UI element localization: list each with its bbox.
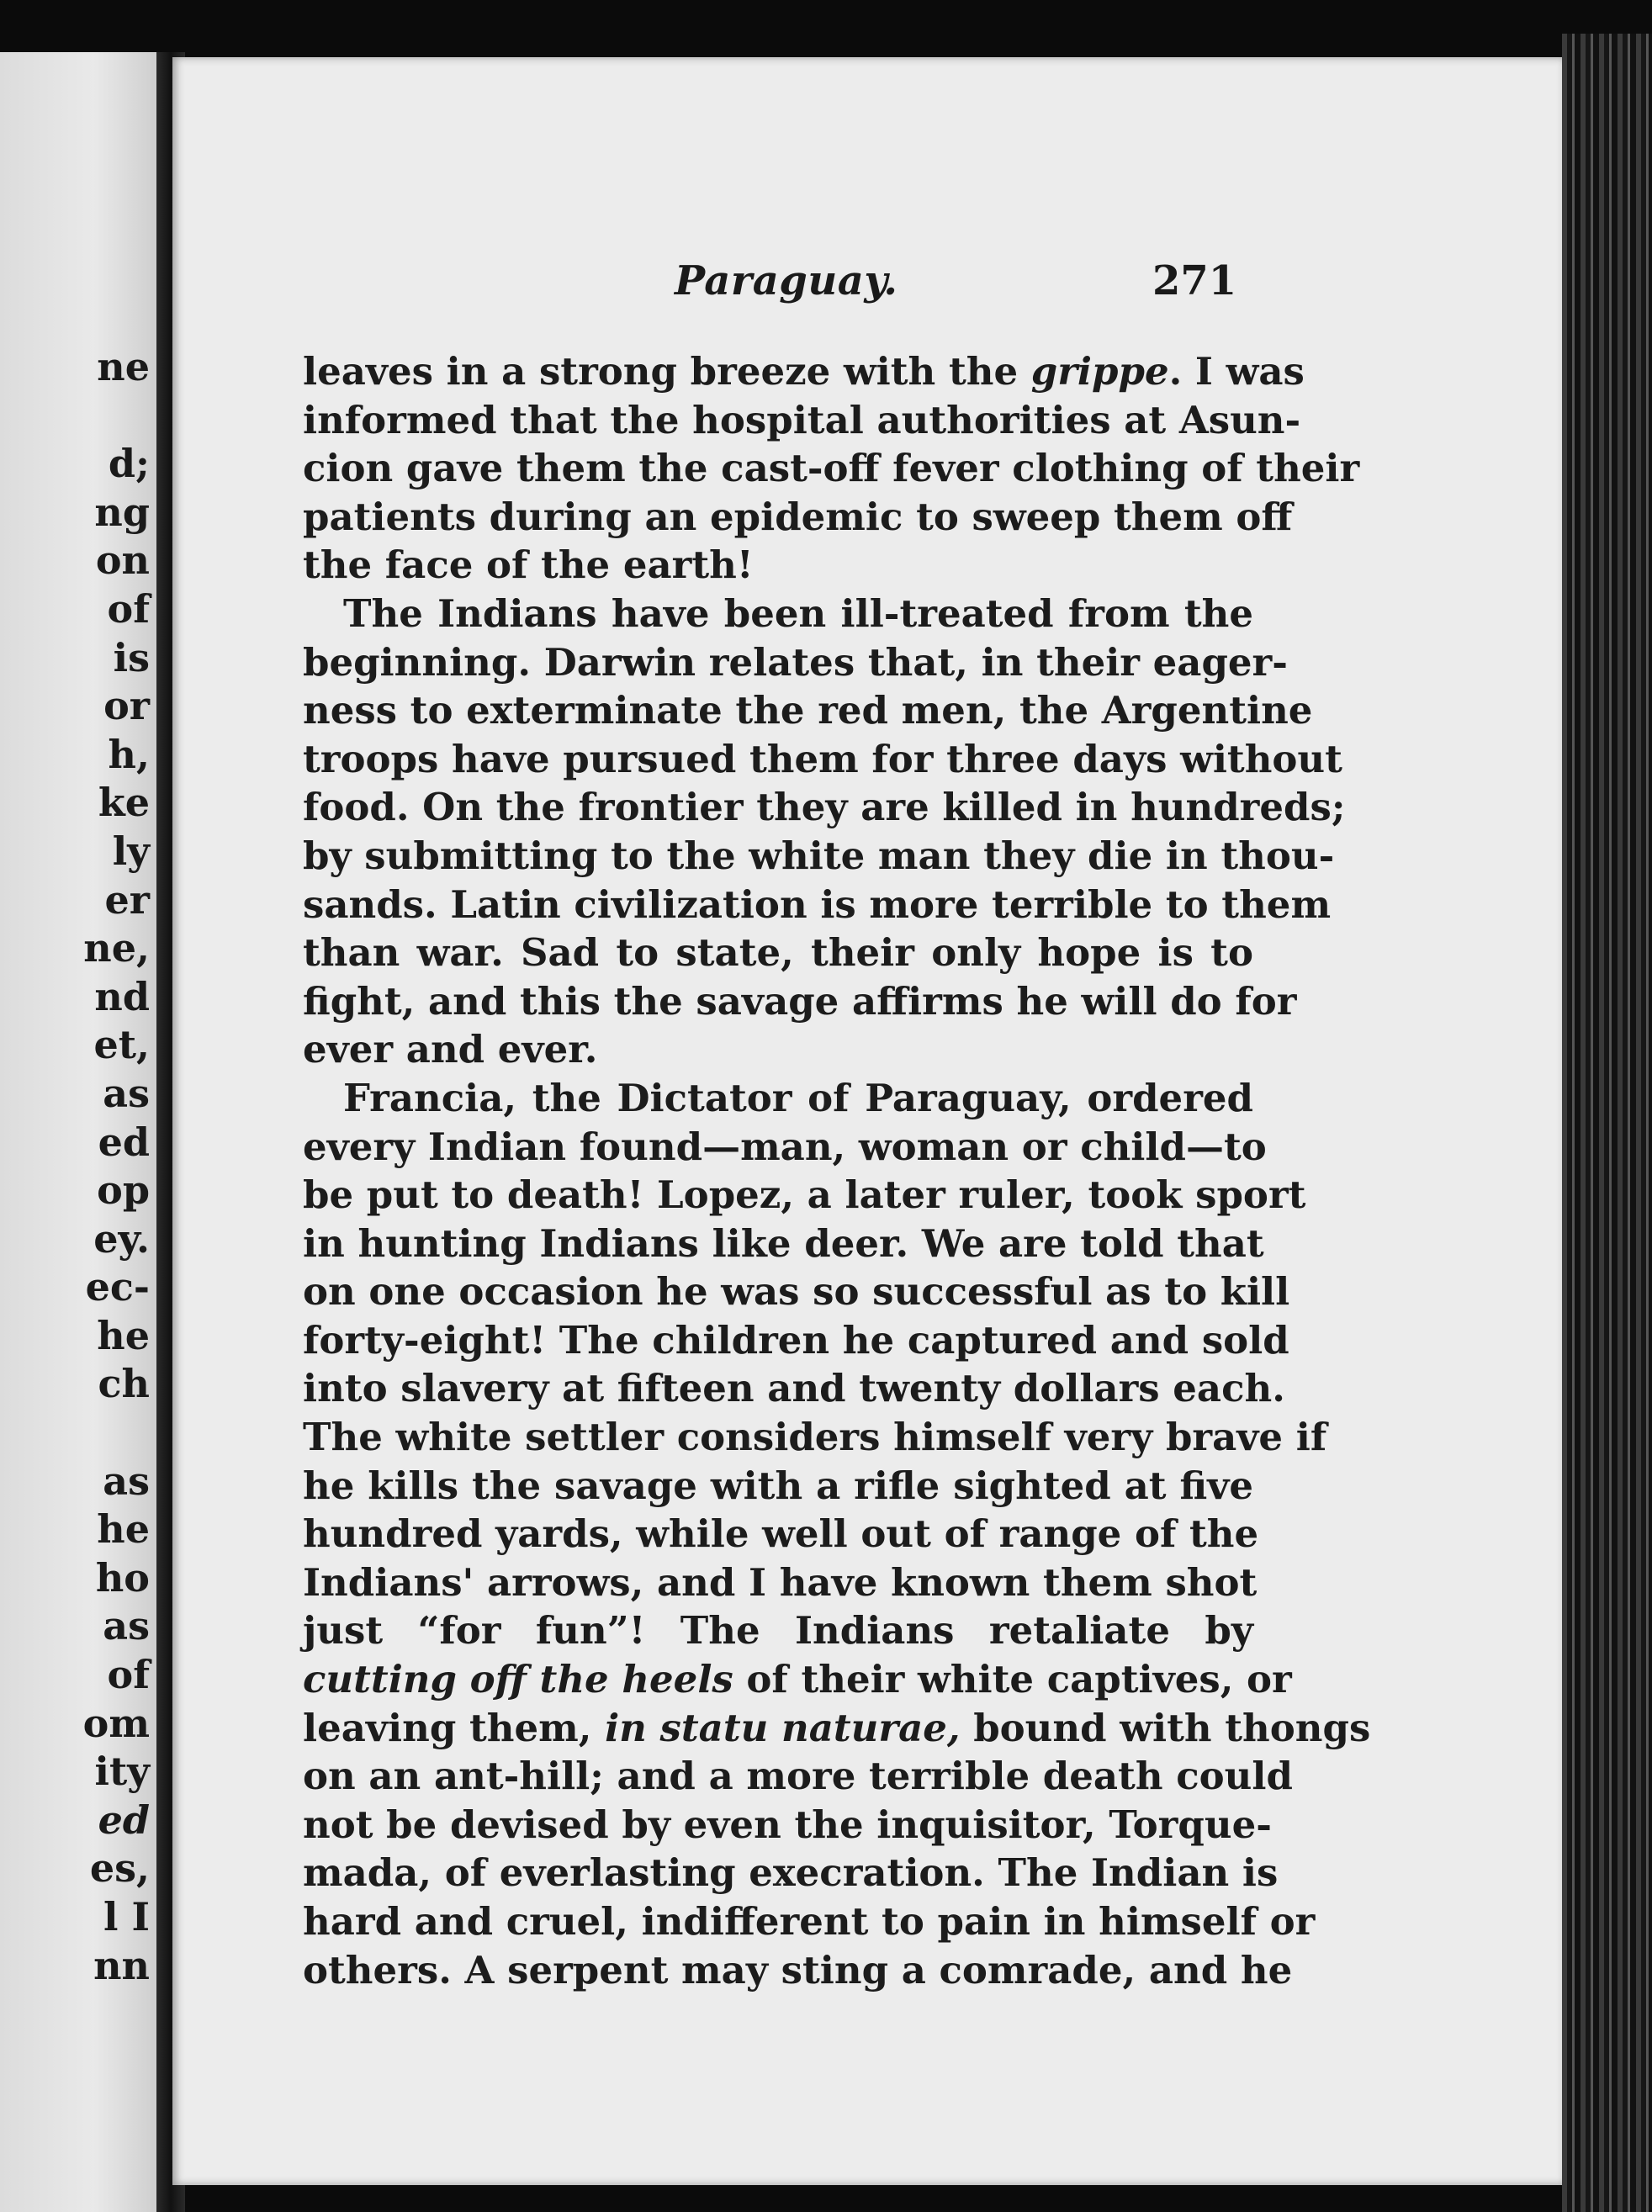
book-page xyxy=(172,57,1562,2185)
previous-page-fragment: of xyxy=(107,585,150,632)
text-line: on an ant-hill; and a more terrible death could xyxy=(303,1754,1293,1799)
text-line: he kills the savage with a rifle sighted at five xyxy=(303,1463,1253,1508)
previous-page-fragment: he xyxy=(97,1506,150,1553)
italic-phrase: in statu naturae, xyxy=(605,1705,961,1750)
previous-page-fragment: of xyxy=(107,1652,150,1698)
previous-page-fragment: nd xyxy=(94,973,150,1019)
previous-page-fragment: l I xyxy=(103,1894,150,1939)
text-line: beginning. Darwin relates that, in their eager- xyxy=(303,639,1288,685)
previous-page-fragment: ec- xyxy=(85,1264,150,1310)
text-line: leaving them, in statu naturae, bound with thongs xyxy=(303,1705,1371,1750)
previous-page-fragment: ng xyxy=(94,489,150,535)
previous-page-fragment: ey. xyxy=(93,1215,150,1262)
previous-page-fragment: nn xyxy=(93,1942,150,1988)
previous-page-fragment: on xyxy=(95,537,150,584)
text-line: The Indians have been ill-treated from the xyxy=(343,590,1253,636)
running-header xyxy=(172,257,1562,316)
text-line: be put to death! Lopez, a later ruler, took sport xyxy=(303,1172,1306,1218)
previous-page-fragment: ne xyxy=(97,344,150,389)
text-line: Indians' arrows, and I have known them shot xyxy=(303,1559,1258,1605)
text-line: troops have pursued them for three days without xyxy=(303,736,1342,781)
text-line: hard and cruel, indifferent to pain in himself or xyxy=(303,1899,1316,1944)
running-title: Paraguay. xyxy=(675,257,898,304)
page-number: 271 xyxy=(1152,257,1237,304)
previous-page-fragment xyxy=(83,392,150,441)
text-line: others. A serpent may sting a comrade, and he xyxy=(303,1947,1293,1992)
previous-page-fragment: he xyxy=(97,1312,150,1358)
italic-phrase: grippe xyxy=(1030,349,1169,394)
previous-page-fragment: ke xyxy=(98,780,150,826)
previous-page-fragment: as xyxy=(103,1070,150,1116)
text-line: ness to exterminate the red men, the Argentine xyxy=(303,688,1313,733)
previous-page-fragment: d; xyxy=(108,441,150,487)
previous-page-fragment: ne, xyxy=(83,925,150,971)
text-line: hundred yards, while well out of range of the xyxy=(303,1511,1259,1557)
text-line: not be devised by even the inquisitor, Torque- xyxy=(303,1802,1272,1847)
text-line: fight, and this the savage affirms he will do for xyxy=(303,978,1297,1024)
text-line: every Indian found—man, woman or child—to xyxy=(303,1124,1267,1169)
text-line: ever and ever. xyxy=(303,1027,598,1072)
text-line: sands. Latin civilization is more terrible to them xyxy=(303,881,1332,927)
italic-phrase: cutting off the heels xyxy=(303,1657,733,1702)
previous-page-fragment: es, xyxy=(89,1845,150,1892)
page-body-text xyxy=(303,347,1371,1994)
text-line: cutting off the heels of their white captives, or xyxy=(303,1657,1292,1702)
previous-page-fragment: op xyxy=(97,1167,150,1214)
text-line: on one occasion he was so successful as to kill xyxy=(303,1269,1290,1315)
page-edges xyxy=(1562,34,1652,2212)
previous-page-fragment: is xyxy=(113,634,150,680)
text-line: leaves in a strong breeze with the grippe. I was xyxy=(303,349,1305,394)
text-line: by submitting to the white man they die in thou- xyxy=(303,833,1335,878)
previous-page-fragment: ity xyxy=(94,1749,150,1795)
text-line: mada, of everlasting execration. The Indian is xyxy=(303,1850,1279,1896)
text-line: than war. Sad to state, their only hope is to xyxy=(303,930,1253,976)
text-line: food. On the frontier they are killed in hundreds; xyxy=(303,785,1346,830)
previous-page-fragment: ly xyxy=(112,828,150,874)
previous-page-fragment: er xyxy=(104,876,150,923)
previous-page-fragment: et, xyxy=(93,1022,150,1068)
text-line: informed that the hospital authorities at Asun- xyxy=(303,397,1301,442)
text-line: patients during an epidemic to sweep them off xyxy=(303,494,1293,539)
text-line: forty-eight! The children he captured and sold xyxy=(303,1317,1289,1363)
text-line: into slavery at fifteen and twenty dollars each. xyxy=(303,1366,1285,1411)
text-line: just “for fun”! The Indians retaliate by xyxy=(303,1608,1253,1654)
text-line: The white settler considers himself very brave if xyxy=(303,1415,1327,1460)
previous-page xyxy=(0,52,156,2212)
previous-page-fragment: ed xyxy=(98,1797,150,1843)
text-line: the face of the earth! xyxy=(303,542,754,588)
text-line: in hunting Indians like deer. We are told that xyxy=(303,1220,1264,1266)
previous-page-fragment: h, xyxy=(108,731,150,777)
previous-page-text xyxy=(83,343,150,1990)
previous-page-fragment: ho xyxy=(95,1554,150,1601)
text-line: Francia, the Dictator of Paraguay, ordered xyxy=(343,1075,1253,1120)
previous-page-fragment xyxy=(83,1409,150,1458)
previous-page-fragment: ed xyxy=(98,1119,150,1165)
previous-page-fragment: as xyxy=(103,1458,150,1504)
previous-page-fragment: as xyxy=(103,1603,150,1649)
previous-page-fragment: or xyxy=(103,683,150,729)
previous-page-fragment: om xyxy=(82,1700,150,1746)
text-line: cion gave them the cast-off fever clothing of their xyxy=(303,446,1360,491)
previous-page-fragment: ch xyxy=(98,1361,150,1407)
